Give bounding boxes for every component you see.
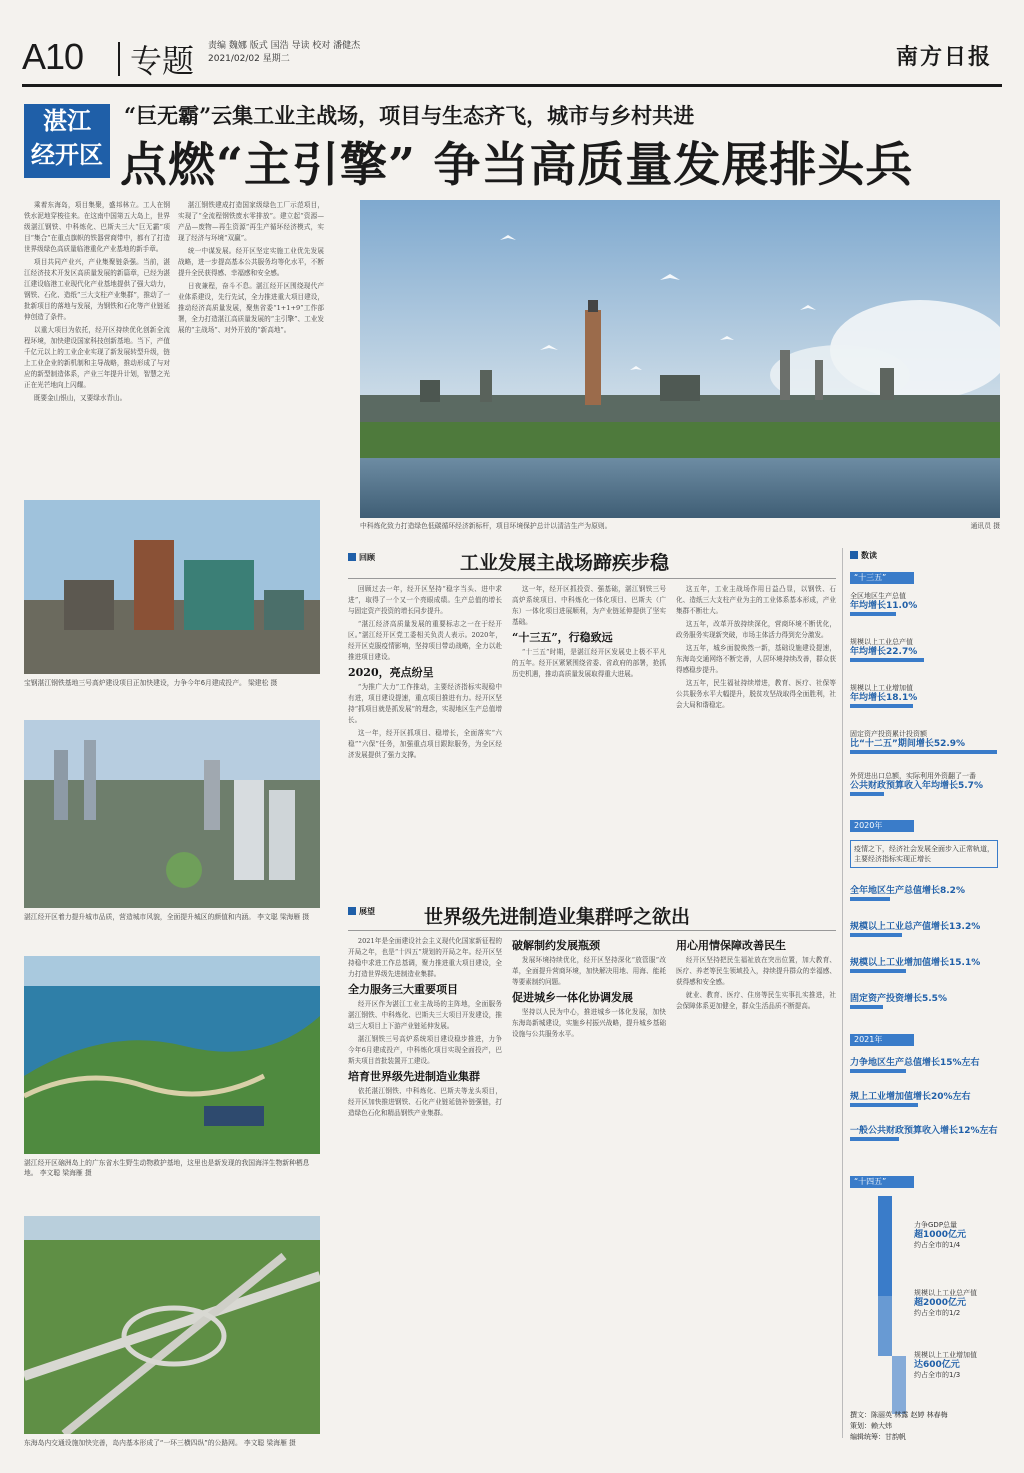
stat-revenue-2021 (850, 1126, 1000, 1137)
masthead (22, 34, 1002, 82)
target-value: 超2000亿元 (914, 1298, 967, 1308)
credits-planner: 策划：赖大炜 (850, 1422, 892, 1430)
stat-value: 规上工业增加值增长20%左右 (850, 1092, 971, 1102)
body-paragraph: 经开区作为湛江工业主战场的主阵地，全面服务湛江钢铁、中科炼化、巴斯夫三大项目开发建设，推动三大项目上下游产业链延伸发展。 (348, 1000, 502, 1030)
target-bar-output (878, 1296, 892, 1356)
stat-label: 规模以上工业增加值 (850, 684, 913, 692)
stat-bar (850, 969, 906, 973)
body-paragraph: 经开区坚持把民生福祉放在突出位置，加大教育、医疗、养老等民生领域投入，持续提升群众的幸福感、获得感和安全感。 (676, 956, 836, 986)
subheading-2020: 2020，亮点纷呈 (348, 666, 434, 679)
body-paragraph: 这五年，改革开放持续深化，营商环境不断优化，政务服务实现新突破，市场主体活力得到充分激发。 (676, 620, 836, 639)
intro-paragraph: 湛江钢铁建成打造国家级绿色工厂示范项目，实现了“全流程钢铁废水零排放”。建立起“资源—产品—废物—再生资源”再生产循环经济模式，实现了经济与环境“双赢”。 (178, 201, 324, 242)
body-paragraph: 湛江钢铁三号高炉系统项目建设稳步推进，力争今年6月建成投产，中科炼化项目实现全面投产，巴斯夫项目首批装置开工建设。 (348, 1035, 502, 1065)
subheading-13th-plan: “十三五”，行稳致远 (512, 631, 613, 644)
caption-credit: 李文聪 梁海雁 摄 (257, 913, 310, 921)
caption-credit: 梁建松 摄 (248, 679, 278, 687)
target-share: 约占全市的1/3 (914, 1371, 961, 1379)
stat-bar (850, 658, 924, 662)
intro-column-1 (24, 200, 170, 482)
stat-gdp-2020 (850, 886, 1000, 897)
credits-writers: 撰文：陈丽英 林露 赵婷 林春梅 (850, 1411, 948, 1419)
section-title-industry: 工业发展主战场蹄疾步稳 (460, 552, 670, 574)
body-paragraph: 发展环境持续优化，经开区坚持深化“放管服”改革，全面提升营商环境，加快解决用地、用海、能耗等要素制约问题。 (512, 956, 666, 986)
main-photo-refinery (360, 200, 1000, 518)
badge-line-1: 湛江 (43, 107, 91, 135)
stat-value: 年均增长18.1% (850, 693, 918, 703)
editors-line: 责编 魏娜 版式 国浩 导读 校对 潘健杰 (208, 41, 361, 51)
section2-column-3 (676, 936, 836, 1436)
photo-coastline (24, 956, 320, 1154)
photo-caption (24, 1158, 320, 1178)
section-rule (348, 578, 836, 579)
headline: 点燃“主引擎” 争当高质量发展排头兵 (120, 138, 914, 193)
column-divider (842, 548, 843, 1438)
body-paragraph: 这五年，民生福祉持续增进，教育、医疗、社保等公共服务水平大幅提升，脱贫攻坚战取得全面胜利，社会大局和谐稳定。 (676, 679, 836, 709)
subheading-cluster: 培育世界级先进制造业集群 (348, 1070, 480, 1083)
target-share: 约占全市的1/4 (914, 1241, 961, 1249)
target-bar-gdp (878, 1196, 892, 1296)
newspaper-logo: 南方日报 (895, 44, 992, 70)
intro-paragraph: 以重大项目为依托，经开区持续优化创新全流程环境，加快建设国家科技创新基地。当下，产值千亿元以上的工业企业实现了新发展转型升级，链上工业企业的新机制和主导战略，推动形成了与对应的新型制造体系，产业三年提升计划，智慧之光正在光芒地向上闪耀。 (24, 326, 170, 389)
section1-column-3 (676, 584, 836, 884)
target-gdp (914, 1220, 1000, 1250)
stat-bar (850, 897, 890, 901)
section-name: 专题 (130, 42, 195, 80)
body-paragraph: 2021年是全面建设社会主义现代化国家新征程的开局之年，也是“十四五”规划的开局之年。经开区坚持稳中求进工作总基调，聚力推进重大项目建设，全力打造世界级先进制造业集群。 (348, 937, 502, 978)
caption-text: 湛江经开区着力提升城市品质，营造城市风貌，全面提升城区的颜值和内涵。 (24, 913, 256, 921)
stat-value: 全年地区生产总值增长8.2% (850, 886, 965, 896)
target-output (914, 1288, 1000, 1318)
stat-bar (850, 704, 913, 708)
target-value: 超1000亿元 (914, 1230, 967, 1240)
stat-bar (850, 750, 997, 754)
target-text: 规模以上工业总产值 (914, 1289, 977, 1297)
section2-column-2 (512, 936, 666, 1436)
stat-label: 固定资产投资累计投资额 (850, 730, 927, 738)
section-rule (348, 930, 836, 931)
stat-investment-2020 (850, 994, 1000, 1005)
stat-gdp-2021 (850, 1058, 1000, 1069)
badge-line-2: 经开区 (31, 141, 103, 169)
main-photo-caption: 中科炼化致力打造绿色低碳循环经济新标杆，项目环境保护总计以清洁生产为原则。 (360, 522, 612, 530)
body-paragraph: 坚持以人民为中心，推进城乡一体化发展，加快东海岛新城建设，实施乡村振兴战略，提升城乡基础设施与公共服务水平。 (512, 1008, 666, 1038)
body-paragraph: “湛江经济高质量发展的重要标志之一在于经开区。”湛江经开区党工委相关负责人表示。2020年，经开区克服疫情影响，坚持项目带动战略，全力以赴推进项目建设。 (348, 620, 502, 661)
credits (850, 1410, 1002, 1443)
masthead-rule (22, 84, 1002, 87)
subheading-livelihood: 用心用情保障改善民生 (676, 939, 786, 952)
stat-value: 规模以上工业增加值增长15.1% (850, 958, 981, 968)
target-share: 约占全市的1/2 (914, 1309, 961, 1317)
sidebar-head-14th: “十四五” (850, 1176, 914, 1188)
caption-text: 宝钢湛江钢铁基地三号高炉建设项目正加快建设，力争今年6月建成投产。 (24, 679, 246, 687)
stat-value-added-13th (850, 684, 1000, 704)
district-badge (24, 104, 110, 178)
intro-paragraph: 既要金山银山，又要绿水青山。 (33, 394, 127, 402)
data-sidebar (850, 550, 1002, 1440)
stat-revenue-13th (850, 772, 1000, 792)
section-tag-review: 回顾 (348, 552, 375, 563)
caption-text: 湛江经开区硇洲岛上的广东省水生野生动物救护基地，这里也是新发现的我国海洋生物新种栖息地。 (24, 1159, 310, 1177)
body-paragraph: 这五年，城乡面貌焕然一新，基础设施建设提速，东海岛交通网络不断完善，人居环境持续改善，群众获得感稳步提升。 (676, 644, 836, 674)
section2-column-1 (348, 936, 502, 1436)
stat-value: 公共财政预算收入年均增长5.7% (850, 781, 983, 791)
stat-value: 比“十二五”期间增长52.9% (850, 739, 966, 749)
stat-investment-13th (850, 730, 1000, 750)
intro-column-2 (178, 200, 324, 482)
caption-text: 东海岛内交通设施加快完善，岛内基本形成了“一环三横四纵”的公路网。 (24, 1439, 242, 1447)
stat-value: 固定资产投资增长5.5% (850, 994, 947, 1004)
stat-bar (850, 933, 902, 937)
sidebar-head-2021: 2021年 (850, 1034, 914, 1046)
photo-highway-interchange (24, 1216, 320, 1434)
stat-bar (850, 612, 896, 616)
body-paragraph: 就业、教育、医疗、住房等民生实事扎实推进，社会保障体系更加健全，群众生活品质不断提高。 (676, 991, 836, 1010)
body-paragraph: 这一年，经开区抓项目、稳增长，全面落实“六稳”“六保”任务，加强重点项目跟踪服务，为全区经济发展提供了强力支撑。 (348, 729, 502, 759)
body-paragraph: 回顾过去一年，经开区坚持“稳字当头、进中求进”，取得了一个又一个亮眼成绩。生产总值的增长与固定资产投资的增长同步提升。 (348, 585, 502, 615)
section1-column-2 (512, 584, 666, 884)
body-paragraph: 这一年，经开区抓投资、强基础，湛江钢铁三号高炉系统项目、中科炼化一体化项目、巴斯夫（广东）一体化项目进展顺利，为产业链延伸提供了坚实基础。 (512, 585, 666, 626)
stat-label: 规模以上工业总产值 (850, 638, 913, 646)
intro-paragraph: 项目共同产业兴，产业集聚链条强。当前，湛江经济技术开发区高质量发展的新篇章，已经为湛江建设临港工业现代化产业基地提供了强大动力，钢铁、石化、造纸“三大支柱产业集群”，推动了一批新项目的落地与发展，为钢铁和石化等产业链延伸创造了条件。 (24, 258, 170, 321)
editors-info (208, 40, 360, 66)
stat-bar (850, 792, 884, 796)
stat-value: 年均增长22.7% (850, 647, 918, 657)
photo-caption (24, 912, 320, 922)
stat-value: 规模以上工业总产值增长13.2% (850, 922, 981, 932)
target-value-added (914, 1350, 1000, 1380)
stat-bar (850, 1005, 883, 1009)
target-text: 力争GDP总量 (914, 1221, 958, 1229)
main-photo-credit: 通讯员 摄 (970, 522, 1000, 530)
photo-city-skyline (24, 720, 320, 908)
sidebar-tag: 数读 (850, 550, 877, 561)
stat-label: 全区地区生产总值 (850, 592, 906, 600)
stat-value-added-2021 (850, 1092, 1000, 1103)
stat-output-2020 (850, 922, 1000, 933)
photo-steel-plant (24, 500, 320, 674)
section1-column-1 (348, 584, 502, 884)
credits-editor: 编辑统筹：甘韵帆 (850, 1433, 906, 1441)
section-title-manufacturing: 世界级先进制造业集群呼之欲出 (424, 906, 691, 928)
intro-paragraph: 乘着东海岛，项目集聚，盛邦林立。工人在钢铁水泥地穿梭往来。在这南中国第五大岛上，世界级湛江钢铁、中科炼化、巴斯夫三大“巨无霸”项目“集合”在重点旗帜的铁器营商带中，都有了打造世界级绿色高质量临港重化产业基地的新手章。 (24, 201, 170, 253)
stat-bar (850, 1103, 918, 1107)
subheadline: “巨无霸”云集工业主战场，项目与生态齐飞，城市与乡村共进 (124, 103, 695, 128)
subheading-bottlenecks: 破解制约发展瓶颈 (512, 939, 600, 952)
section-tag-outlook: 展望 (348, 906, 375, 917)
target-text: 规模以上工业增加值 (914, 1351, 977, 1359)
caption-credit: 李文聪 梁海雁 摄 (39, 1169, 92, 1177)
subheading-three-projects: 全力服务三大重要项目 (348, 983, 458, 996)
stat-gdp-13th (850, 592, 1000, 612)
body-paragraph: 依托湛江钢铁、中科炼化、巴斯夫等龙头项目，经开区加快推进钢铁、石化产业链延链补链强链，打造绿色石化和精品钢铁产业集群。 (348, 1087, 502, 1117)
stat-bar (850, 1069, 906, 1073)
body-paragraph: 这五年，工业主战场作用日益凸显，以钢铁、石化、造纸三大支柱产业为主的工业体系基本形成，产业集群不断壮大。 (676, 585, 836, 615)
sidebar-head-13th: “十三五” (850, 572, 914, 584)
target-value: 达600亿元 (914, 1360, 960, 1370)
stat-value: 年均增长11.0% (850, 601, 918, 611)
stat-industrial-output-13th (850, 638, 1000, 658)
issue-date: 2021/02/02 星期二 (208, 54, 290, 64)
intro-paragraph: 日夜兼程，奋斗不息。湛江经开区围绕现代产业体系建设，先行先试，全力推进重大项目建设，推动经济高质量发展，聚焦省委“1+1+9”工作部署，全力打造湛江高质量发展的“主引擎”、工业发展的“主战场”、对外开放的“新高地”。 (178, 282, 324, 334)
stat-label: 外贸进出口总额，实际利用外资翻了一番 (850, 772, 976, 780)
caption-credit: 李文聪 梁海雁 摄 (243, 1439, 296, 1447)
page-number: A10 (22, 36, 84, 77)
stat-value-added-2020 (850, 958, 1000, 969)
body-paragraph: “十三五”时期，是湛江经开区发展史上极不平凡的五年。经开区紧紧围绕省委、省政府的部署，抢抓历史机遇，推动高质量发展取得重大进展。 (512, 648, 666, 678)
target-bar-value-added (892, 1356, 906, 1414)
note-box-2020: 疫情之下，经济社会发展全面步入正常轨道，主要经济指标实现正增长 (850, 840, 998, 868)
stat-value: 一般公共财政预算收入增长12%左右 (850, 1126, 998, 1136)
masthead-divider (118, 42, 120, 76)
photo-caption (24, 1438, 320, 1448)
sidebar-head-2020: 2020年 (850, 820, 914, 832)
stat-bar (850, 1137, 899, 1141)
subheading-urban-rural: 促进城乡一体化协调发展 (512, 991, 633, 1004)
stat-value: 力争地区生产总值增长15%左右 (850, 1058, 980, 1068)
intro-paragraph: 统一中谋发展。经开区坚定实施工业优先发展战略，进一步提高基本公共服务均等化水平，不断提升全民获得感、幸福感和安全感。 (178, 247, 324, 277)
photo-caption (24, 678, 320, 688)
body-paragraph: “为推广大力”工作推动，主要经济指标实现稳中有进，项目建设提速，重点项目推进有力。经开区坚持“抓项目就是抓发展”的理念，实现地区生产总值增长。 (348, 683, 502, 724)
